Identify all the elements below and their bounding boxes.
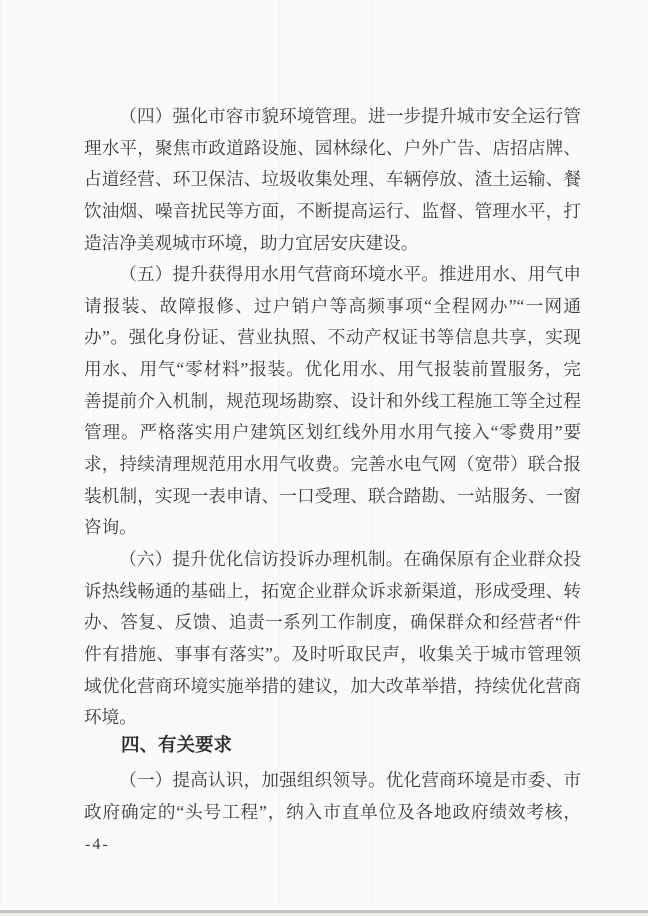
text-line: 环境。 [84,707,137,728]
text-line: （六）提升优化信访投诉办理机制。在确保原有企业群众投 [119,548,581,569]
text-line: （四）强化市容市貌环境管理。进一步提升城市安全运行管 [119,106,581,126]
text-line: 求，持续清理规范用水用气收费。完善水电气网（宽带）联合报 [84,454,581,475]
text-line: （一）提高认识，加强组织领导。优化营商环境是市委、市 [119,770,581,791]
document-body-text [84,101,581,829]
text-line: 诉热线畅通的基础上，拓宽企业群众诉求新渠道，形成受理、转 [84,580,581,601]
text-line: 占道经营、环卫保洁、垃圾收集处理、车辆停放、渣土运输、餐 [84,169,581,190]
text-line: 办”。强化身份证、营业执照、不动产权证书等信息共享，实现 [84,327,581,348]
text-line: 用水、用气“零材料”报装。优化用水、用气报装前置服务，完 [84,359,581,380]
text-line: 管理。严格落实用户建筑区划红线外用水用气接入“零费用”要 [84,422,581,443]
page-number: -4- [85,836,110,853]
text-line: 善提前介入机制，规范现场勘察、设计和外线工程施工等全过程 [84,390,581,411]
text-line: 饮油烟、噪音扰民等方面，不断提高运行、监督、管理水平，打 [84,200,581,221]
text-line: （五）提升获得用水用气营商环境水平。推进用水、用气申 [119,264,581,285]
text-line: 政府确定的“头号工程”，纳入市直单位及各地政府绩效考核， [84,802,581,823]
text-line: 办、答复、反馈、追责一系列工作制度，确保群众和经营者“件 [84,612,581,633]
text-line: 造洁净美观城市环境，助力宜居安庆建设。 [84,232,419,253]
text-line: 件有措施、事事有落实”。及时听取民声，收集关于城市管理领 [84,643,581,664]
text-line: 理水平，聚焦市政道路设施、园林绿化、户外广告、店招店牌、 [84,137,581,158]
text-line: 域优化营商环境实施举措的建议，加大改革举措，持续优化营商 [84,675,581,696]
text-line: 请报装、故障报修、过户销户等高频事项“全程网办”“一网通 [84,295,581,316]
text-line: 四、有关要求 [121,734,233,756]
text-line: 装机制，实现一表申请、一口受理、联合踏勘、一站服务、一窗 [84,485,581,506]
text-line: 咨询。 [84,517,137,538]
